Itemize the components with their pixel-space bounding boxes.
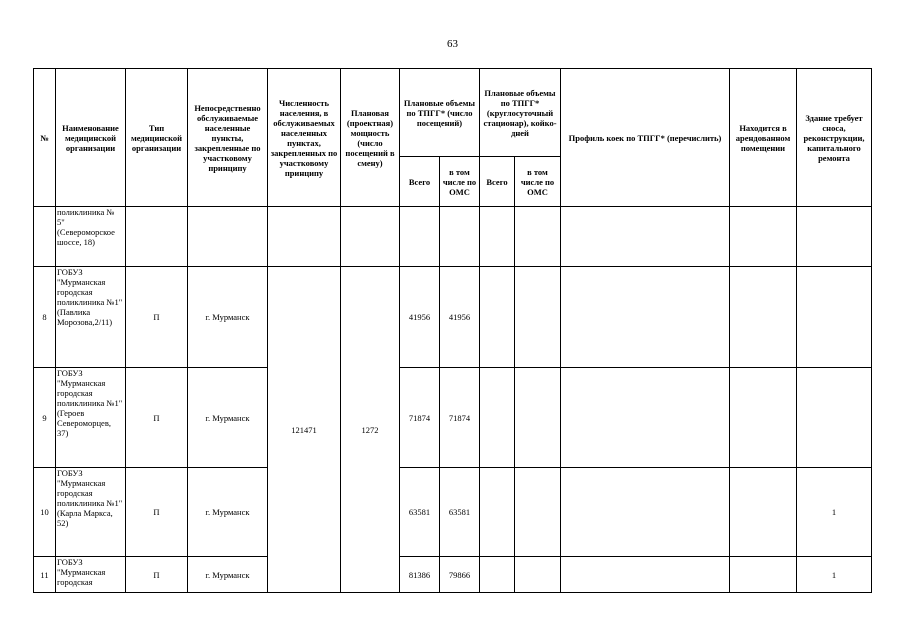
cell-profile [561, 468, 730, 557]
cell-served: г. Мурманск [188, 468, 268, 557]
cell-type [126, 207, 188, 267]
cell-num: 8 [34, 267, 56, 368]
header-incl-oms: в том числе по ОМС [440, 157, 480, 207]
cell-demolish: 1 [797, 468, 872, 557]
header-total: Всего [400, 157, 440, 207]
cell-beds-oms [515, 468, 561, 557]
cell-served: г. Мурманск [188, 368, 268, 468]
cell-rented [730, 557, 797, 593]
cell-name: ГОБУЗ "Мурманская городская поликлиника №1" (Карла Маркса, 52) [56, 468, 126, 557]
cell-profile [561, 557, 730, 593]
table-row [34, 368, 872, 468]
cell-oms [440, 207, 480, 267]
cell-total [400, 207, 440, 267]
cell-oms: 79866 [440, 557, 480, 593]
cell-profile [561, 267, 730, 368]
cell-demolish [797, 368, 872, 468]
cell-rented [730, 207, 797, 267]
cell-type: П [126, 267, 188, 368]
cell-rented [730, 267, 797, 368]
cell-capacity [341, 207, 400, 267]
cell-total: 41956 [400, 267, 440, 368]
cell-demolish: 1 [797, 557, 872, 593]
cell-population-merged: 121471 [268, 267, 341, 593]
cell-capacity-merged: 1272 [341, 267, 400, 593]
cell-type: П [126, 557, 188, 593]
cell-demolish [797, 267, 872, 368]
cell-name: ГОБУЗ "Мурманская городская поликлиника №1" (Павлика Морозова,2/11) [56, 267, 126, 368]
cell-beds-total [480, 207, 515, 267]
cell-demolish [797, 207, 872, 267]
cell-beds-total [480, 557, 515, 593]
cell-rented [730, 468, 797, 557]
cell-oms: 63581 [440, 468, 480, 557]
cell-rented [730, 368, 797, 468]
cell-total: 71874 [400, 368, 440, 468]
cell-beds-oms [515, 557, 561, 593]
cell-oms: 41956 [440, 267, 480, 368]
header-name: Наименование медицинской организации [56, 69, 126, 207]
cell-beds-total [480, 468, 515, 557]
cell-served: г. Мурманск [188, 557, 268, 593]
cell-beds-oms [515, 267, 561, 368]
table-row [34, 468, 872, 557]
table-row [34, 267, 872, 368]
table-row [34, 557, 872, 593]
cell-name: ГОБУЗ "Мурманская городская [56, 557, 126, 593]
cell-type: П [126, 468, 188, 557]
cell-type: П [126, 368, 188, 468]
header-num: № [34, 69, 56, 207]
cell-total: 63581 [400, 468, 440, 557]
cell-oms: 71874 [440, 368, 480, 468]
cell-num: 11 [34, 557, 56, 593]
cell-served: г. Мурманск [188, 267, 268, 368]
cell-name: ГОБУЗ "Мурманская городская поликлиника №1" (Героев Североморцев, 37) [56, 368, 126, 468]
cell-profile [561, 207, 730, 267]
header-profile: Профиль коек по ТПГГ* (перечислить) [561, 69, 730, 207]
cell-num: 10 [34, 468, 56, 557]
cell-profile [561, 368, 730, 468]
table-row [34, 207, 872, 267]
header-total-beds: Всего [480, 157, 515, 207]
header-rented: Находится в арендованном помещении [730, 69, 797, 207]
cell-num: 9 [34, 368, 56, 468]
facilities-table [33, 68, 872, 593]
cell-num [34, 207, 56, 267]
cell-name: поликлиника № 5" (Североморское шоссе, 18) [56, 207, 126, 267]
header-capacity: Плановая (проектная) мощность (число посещений в смену) [341, 69, 400, 207]
header-volumes-visits: Плановые объемы по ТПГГ* (число посещений) [400, 69, 480, 157]
cell-total: 81386 [400, 557, 440, 593]
cell-served [188, 207, 268, 267]
cell-beds-oms [515, 368, 561, 468]
header-volumes-beds: Плановые объемы по ТПГГ* (круглосуточный стационар), койко-дней [480, 69, 561, 157]
header-demolish: Здание требует сноса, реконструкции, капитального ремонта [797, 69, 872, 207]
header-population: Численность населения, в обслуживаемых населенных пунктах, закрепленных по участковому принципу [268, 69, 341, 207]
page-number: 63 [447, 38, 458, 50]
cell-population [268, 207, 341, 267]
header-served: Непосредственно обслуживаемые населенные пункты, закрепленные по участковому принципу [188, 69, 268, 207]
header-incl-oms-beds: в том числе по ОМС [515, 157, 561, 207]
cell-beds-oms [515, 207, 561, 267]
header-type: Тип медицинской организации [126, 69, 188, 207]
cell-beds-total [480, 368, 515, 468]
cell-beds-total [480, 267, 515, 368]
